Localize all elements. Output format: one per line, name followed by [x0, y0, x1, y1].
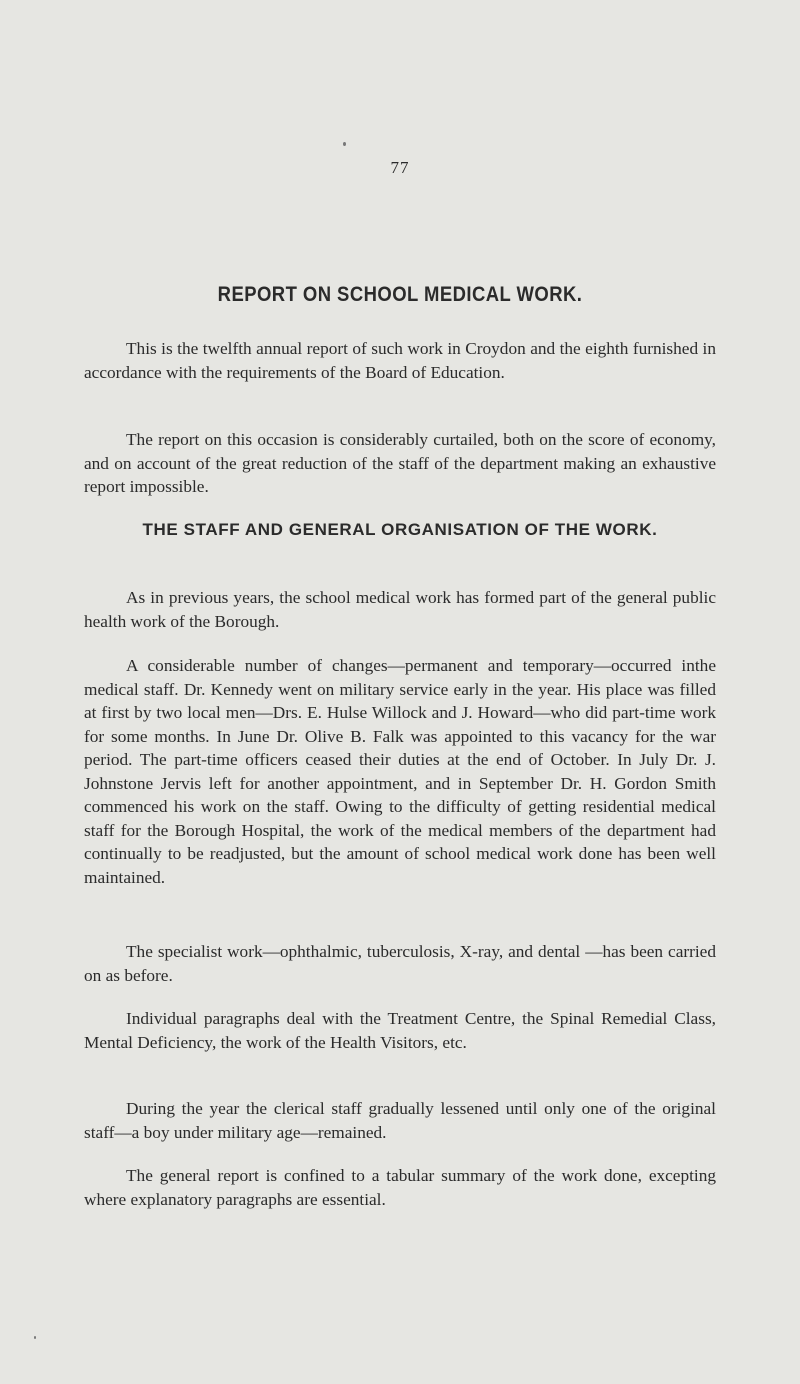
paragraph-intro-1: This is the twelfth annual report of such work in Croydon and the eighth furnished in accordance with the requirements of the Board of Education. — [84, 339, 716, 382]
paragraph-section-5: During the year the clerical staff gradually lessened until only one of the original staff—a boy under military age—remained. — [84, 1099, 716, 1142]
paragraph-section-2: A considerable number of changes—permanent and temporary—occurred inthe medical staff. Dr. Kennedy went on military service early in the year. His place was filled at first by two local men—Drs. E. Hulse Willock and J. Howard—who did part-time work for some months. In June Dr. Olive B. Falk was appointed to this vacancy for the war period. The part-time officers ceased their duties at the end of October. In July Dr. J. Johnstone Jervis left for another appointment, and in September Dr. H. Gordon Smith commenced his work on the staff. Owing to the difficulty of getting residential medical staff for the Borough Hospital, the work of the medical members of the department had continually to be readjusted, but the amount of school medical work done has been well maintained. — [84, 656, 716, 887]
paragraph-intro-2: The report on this occasion is considerably curtailed, both on the score of economy, and on account of the great reduction of the staff of the department making an exhaustive report impossible. — [84, 430, 716, 496]
print-speck — [34, 1336, 36, 1339]
section-heading: THE STAFF AND GENERAL ORGANISATION OF THE WORK. — [142, 520, 658, 539]
page-title: REPORT ON SCHOOL MEDICAL WORK. — [217, 283, 583, 306]
page-number: 77 — [390, 158, 410, 177]
paragraph-section-4: Individual paragraphs deal with the Treatment Centre, the Spinal Remedial Class, Mental Deficiency, the work of the Health Visitors, etc. — [84, 1009, 716, 1052]
print-speck — [343, 142, 346, 146]
paragraph-section-6: The general report is confined to a tabular summary of the work done, excepting where explanatory paragraphs are essential. — [84, 1166, 716, 1209]
paragraph-section-1: As in previous years, the school medical work has formed part of the general public health work of the Borough. — [84, 588, 716, 631]
paragraph-section-3: The specialist work—ophthalmic, tuberculosis, X-ray, and dental —has been carried on as before. — [84, 942, 716, 985]
